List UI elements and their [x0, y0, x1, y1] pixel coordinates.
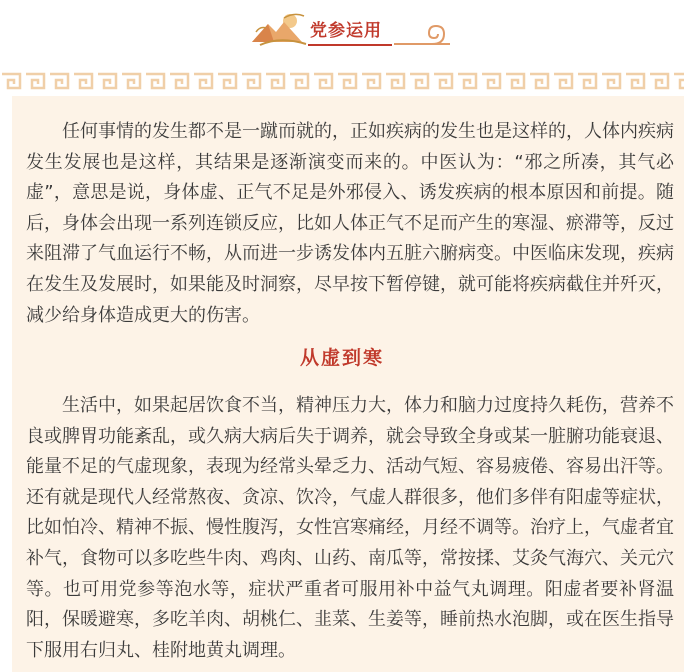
title-underline	[308, 44, 392, 46]
mountain-sun-logo-icon	[250, 12, 308, 48]
section-title: 从虚到寒	[299, 347, 384, 369]
intro-paragraph: 任何事情的发生都不是一蹴而就的，正如疾病的发生也是这样的，人体内疾病发生发展也是这样，其结果是逐渐演变而来的。中医认为：“邪之所凑，其气必虚”，意思是说，身体虚、正气不足是外邪侵入、诱发疾病的根本原因和前提。随后，身体会出现一系列连锁反应，比如人体正气不足而产生的寒湿、瘀滞等，反过来阻滞了气血运行不畅，从而进一步诱发体内五脏六腑病变。中医临床发现，疾病在发生及发展时，如果能及时洞察，尽早按下暂停键，就可能将疾病截住并歼灭，减少给身体造成更大的伤害。	[26, 121, 674, 326]
cloud-swirl-icon	[392, 20, 452, 48]
fret-border-decoration	[0, 70, 684, 92]
header	[0, 0, 684, 60]
page-title: 党参运用	[310, 21, 382, 41]
body-paragraph: 生活中，如果起居饮食不当，精神压力大，体力和脑力过度持久耗伤，营养不良或脾胃功能紊乱，或久病大病后失于调养，就会导致全身或某一脏腑功能衰退、能量不足的气虚现象，表现为经常头晕乏力、活动气短、容易疲倦、容易出汗等。还有就是现代人经常熬夜、贪凉、饮冷，气虚人群很多，他们多伴有阳虚等症状，比如怕冷、精神不振、慢性腹泻，女性宫寒痛经，月经不调等。治疗上，气虚者宜补气，食物可以多吃些牛肉、鸡肉、山药、南瓜等，常按揉、艾灸气海穴、关元穴等。也可用党参等泡水等，症状严重者可服用补中益气丸调理。阳虚者要补肾温阳，保暖避寒，多吃羊肉、胡桃仁、韭菜、生姜等，睡前热水泡脚，或在医生指导下服用右归丸、桂附地黄丸调理。	[26, 395, 674, 661]
